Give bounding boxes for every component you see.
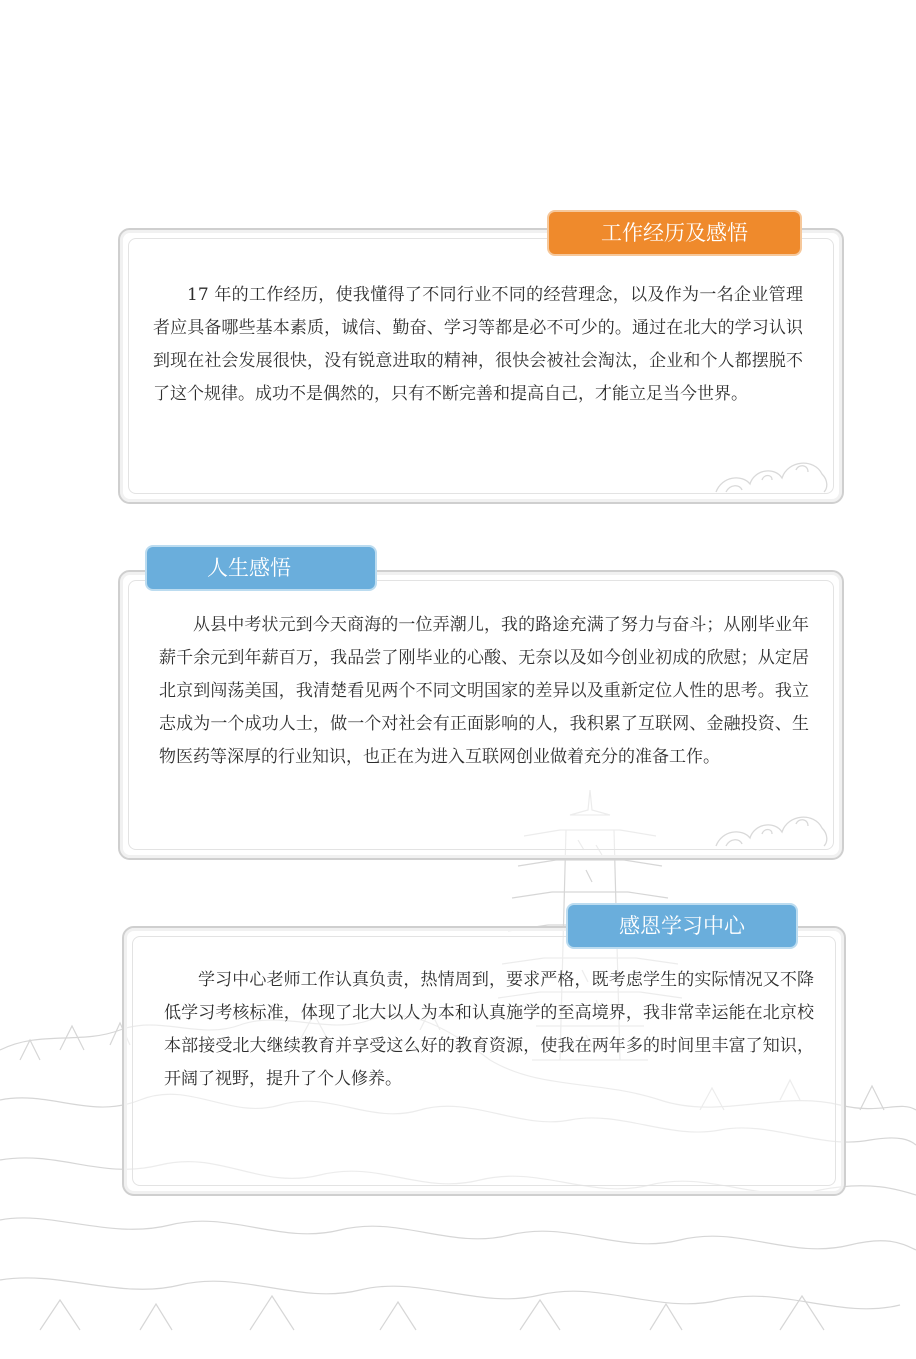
section-title-life-insights: 人生感悟 xyxy=(147,547,375,589)
section-body-life-insights: 从县中考状元到今天商海的一位弄潮儿，我的路途充满了努力与奋斗；从刚毕业年薪千余元到年薪百万，我品尝了刚毕业的心酸、无奈以及如今创业初成的欣慰；从定居北京到闯荡美国，我清楚看见两个不同文明国家的差异以及重新定位人性的思考。我立志成为一个成功人士，做一个对社会有正面影响的人，我积累了互联网、金融投资、生物医药等深厚的行业知识，也正在为进入互联网创业做着充分的准备工作。 xyxy=(159,615,809,767)
section-title-gratitude: 感恩学习中心 xyxy=(568,905,796,947)
cloud-ornament-icon xyxy=(712,440,832,496)
section-title-work-experience: 工作经历及感悟 xyxy=(549,212,800,254)
cloud-ornament-icon xyxy=(712,794,832,850)
section-body-gratitude: 学习中心老师工作认真负责，热情周到，要求严格，既考虑学生的实际情况又不降低学习考核标准，体现了北大以人为本和认真施学的至高境界，我非常幸运能在北京校本部接受北大继续教育并享受这么好的教育资源，使我在两年多的时间里丰富了知识，开阔了视野，提升了个人修养。 xyxy=(164,970,814,1089)
section-body-work-experience: 17 年的工作经历，使我懂得了不同行业不同的经营理念，以及作为一名企业管理者应具备哪些基本素质，诚信、勤奋、学习等都是必不可少的。通过在北大的学习认识到现在社会发展很快，没有锐意进取的精神，很快会被社会淘汰，企业和个人都摆脱不了这个规律。成功不是偶然的，只有不断完善和提高自己，才能立足当今世界。 xyxy=(153,285,803,404)
